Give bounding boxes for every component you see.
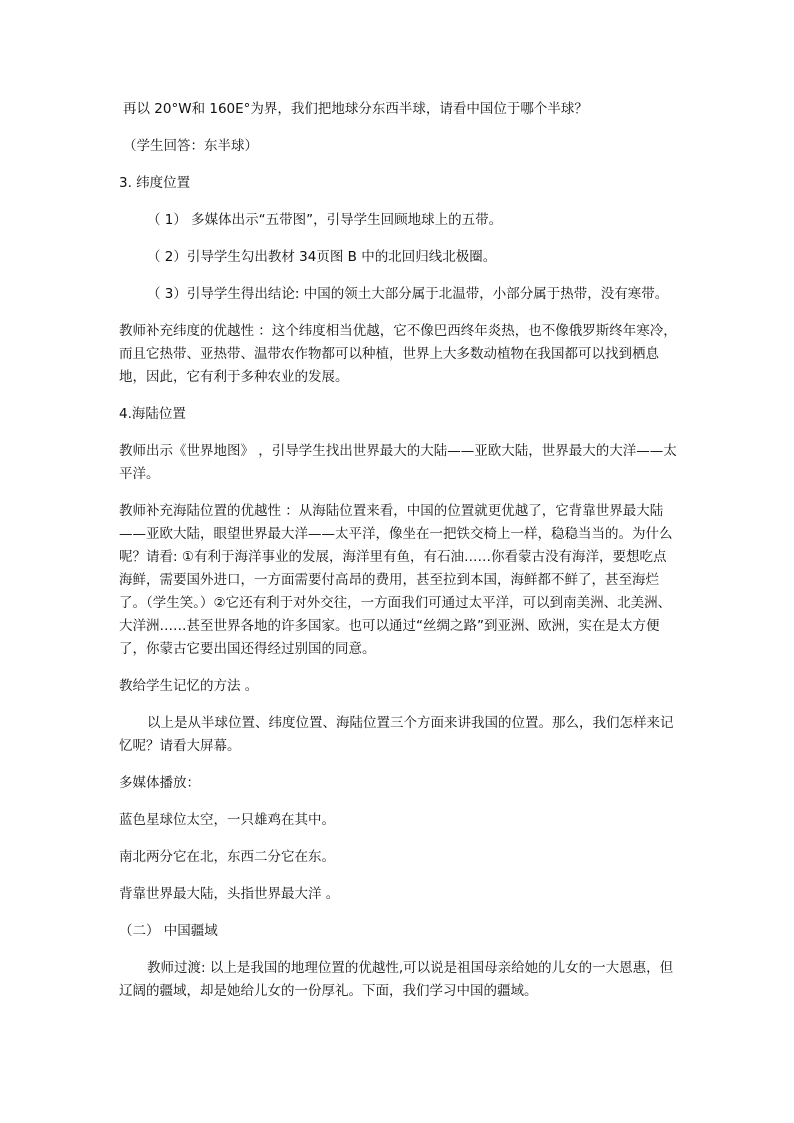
paragraph-memory-method: 教给学生记忆的方法 。 bbox=[119, 678, 259, 694]
paragraph-hemisphere-question: 再以 20°W和 160E°为界，我们把地球分东西半球，请看中国位于哪个半球？ bbox=[123, 101, 588, 117]
rhyme-line-3: 背靠世界最大陆，头指世界最大洋 。 bbox=[119, 886, 340, 902]
paragraph-student-answer: （学生回答：东半球） bbox=[123, 138, 258, 154]
rhyme-line-1: 蓝色星球位太空，一只雄鸡在其中。 bbox=[119, 812, 335, 828]
list-item-3: （ 3）引导学生得出结论: 中国的领土大部分属于北温带，小部分属于热带，没有寒带。 bbox=[147, 286, 669, 302]
paragraph-world-map: 教师出示《世界地图》 ，引导学生找出世界最大的大陆——亚欧大陆，世界最大的大洋——太平洋。 bbox=[119, 443, 677, 482]
heading-land-sea-position: 4.海陆位置 bbox=[119, 406, 186, 422]
document-body bbox=[119, 98, 679, 1003]
list-item-1: （ 1） 多媒体出示“五带图”，引导学生回顾地球上的五带。 bbox=[147, 212, 503, 228]
paragraph-land-sea-advantage: 教师补充海陆位置的优越性 ：从海陆位置来看，中国的位置就更优越了，它背靠世界最大陆——亚欧大陆，眼望世界最大洋——太平洋，像坐在一把铁交椅上一样，稳稳当当的。为什么呢？请看: ①有利于海洋事业的发展，海洋里有鱼，有石油……你看蒙古没有海洋，要想吃点海鲜，需要国外进口，一方面需要付高昂的费用，甚至拉到本国，海鲜都不鲜了，甚至海烂了。（学生笑。）②它还有利于对外交往，一方面我们可通过太平洋，可以到南美洲、北美洲、大洋洲……甚至世界各地的许多国家。也可以通过“丝绸之路”到亚洲、欧洲，实在是太方便了，你蒙古它要出国还得经过别国的同意。 bbox=[119, 503, 673, 657]
paragraph-summary: 以上是从半球位置、纬度位置、海陆位置三个方面来讲我国的位置。那么，我们怎样来记忆呢？请看大屏幕。 bbox=[119, 715, 674, 754]
paragraph-transition: 教师过渡: 以上是我国的地理位置的优越性,可以说是祖国母亲给她的儿女的一大恩惠，但辽阔的疆域，却是她给儿女的一份厚礼。下面，我们学习中国的疆域。 bbox=[119, 960, 674, 999]
heading-china-territory: （二） 中国疆域 bbox=[119, 923, 218, 939]
heading-latitude-position: 3. 纬度位置 bbox=[119, 175, 191, 191]
paragraph-latitude-advantage: 教师补充纬度的优越性 ：这个纬度相当优越，它不像巴西终年炎热，也不像俄罗斯终年寒冷，而且它热带、亚热带、温带农作物都可以种植，世界上大多数动植物在我国都可以找到栖息地，因此，它有利于多种农业的发展。 bbox=[119, 323, 677, 385]
list-item-2: （ 2）引导学生勾出教材 34页图 B 中的北回归线北极圈。 bbox=[147, 249, 497, 265]
paragraph-multimedia-play: 多媒体播放： bbox=[119, 775, 200, 791]
rhyme-line-2: 南北两分它在北，东西二分它在东。 bbox=[119, 849, 335, 865]
